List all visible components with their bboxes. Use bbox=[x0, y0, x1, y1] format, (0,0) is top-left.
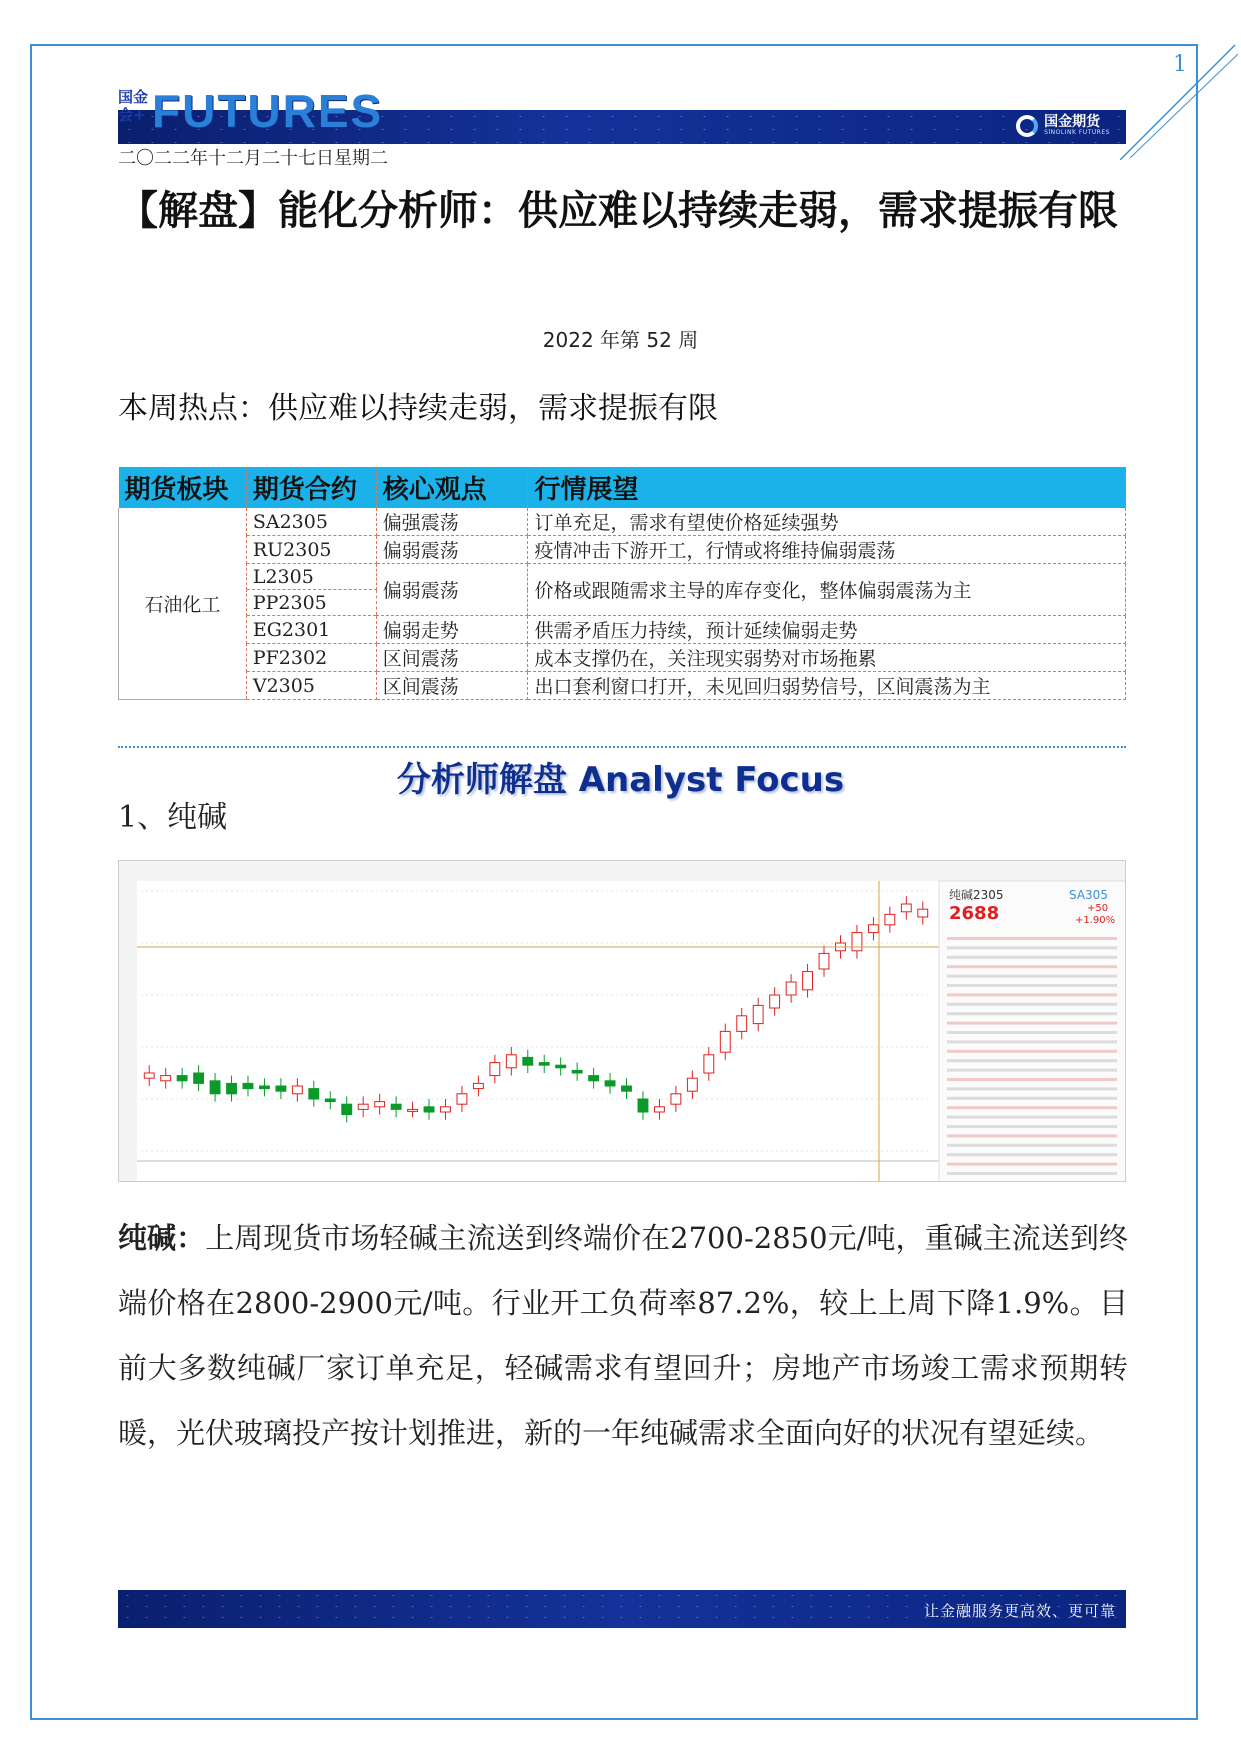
candle-body bbox=[325, 1099, 335, 1102]
quote-row bbox=[947, 1031, 1117, 1034]
candlestick-chart bbox=[119, 861, 1126, 1182]
table-row bbox=[119, 564, 1126, 590]
candle-body bbox=[901, 904, 911, 912]
quote-row bbox=[947, 1125, 1117, 1128]
quote-code: SA305 bbox=[1069, 888, 1108, 902]
quote-row bbox=[947, 1059, 1117, 1062]
hot-topic: 本周热点：供应难以持续走弱，需求提振有限 bbox=[118, 391, 718, 426]
candle-body bbox=[276, 1086, 286, 1091]
candle-body bbox=[260, 1086, 270, 1089]
contract-cell: RU2305 bbox=[246, 536, 376, 564]
quote-row bbox=[947, 1116, 1117, 1119]
candle-body bbox=[572, 1070, 582, 1073]
candle-body bbox=[457, 1094, 467, 1104]
footer-slogan: 让金融服务更高效、更可靠 bbox=[923, 1602, 1116, 1620]
view-cell: 区间震荡 bbox=[376, 644, 528, 672]
chart-toolbar bbox=[119, 861, 1126, 881]
candle-body bbox=[243, 1083, 253, 1088]
candle-body bbox=[506, 1055, 516, 1068]
candle-body bbox=[391, 1104, 401, 1109]
table-row bbox=[119, 616, 1126, 644]
candle-body bbox=[473, 1083, 483, 1088]
week-label: 2022 年第 52 周 bbox=[542, 328, 699, 352]
quote-row bbox=[947, 1134, 1117, 1137]
view-cell: 偏弱震荡 bbox=[376, 536, 528, 564]
candle-body bbox=[803, 972, 813, 990]
candle-body bbox=[177, 1076, 187, 1081]
view-cell: 偏弱走势 bbox=[376, 616, 528, 644]
contract-cell: SA2305 bbox=[246, 508, 376, 536]
header-view: 核心观点 bbox=[376, 467, 528, 508]
sector-cell: 石油化工 bbox=[119, 508, 247, 700]
candle-body bbox=[539, 1063, 549, 1066]
contract-cell: V2305 bbox=[246, 672, 376, 700]
candle-body bbox=[819, 953, 829, 969]
section-divider bbox=[118, 746, 1126, 748]
view-cell: 偏强震荡 bbox=[376, 508, 528, 536]
table-row bbox=[119, 644, 1126, 672]
quote-price: 2688 bbox=[949, 903, 1000, 924]
logo-subtext: SINOLINK FUTURES bbox=[1044, 129, 1110, 136]
chart-side-toolbar bbox=[119, 881, 137, 1182]
candle-body bbox=[161, 1076, 171, 1081]
candle-body bbox=[358, 1104, 368, 1109]
quote-row bbox=[947, 1012, 1117, 1015]
candle-body bbox=[885, 914, 895, 924]
contract-cell: PP2305 bbox=[246, 590, 376, 616]
candle-body bbox=[720, 1031, 730, 1052]
candle-body bbox=[144, 1073, 154, 1078]
quote-change-pct: +1.90% bbox=[1075, 915, 1116, 926]
outlook-cell: 出口套利窗口打开，未见回归弱势信号，区间震荡为主 bbox=[528, 672, 1126, 700]
candle-body bbox=[687, 1078, 697, 1091]
view-cell: 偏弱震荡 bbox=[376, 564, 528, 616]
quote-row bbox=[947, 937, 1117, 940]
quote-row bbox=[947, 1144, 1117, 1147]
candle-body bbox=[605, 1081, 615, 1086]
candle-body bbox=[210, 1081, 220, 1094]
page-title: 【解盘】能化分析师：供应难以持续走弱，需求提振有限 bbox=[118, 188, 1118, 234]
candle-body bbox=[737, 1016, 747, 1032]
candle-body bbox=[424, 1107, 434, 1112]
company-logo bbox=[1016, 115, 1110, 137]
candle-body bbox=[786, 982, 796, 995]
quote-row bbox=[947, 1069, 1117, 1072]
candle-body bbox=[704, 1055, 714, 1073]
quote-row bbox=[947, 1050, 1117, 1053]
quote-row bbox=[947, 965, 1117, 968]
candle-body bbox=[292, 1086, 302, 1094]
contract-cell: L2305 bbox=[246, 564, 376, 590]
quote-row bbox=[947, 1097, 1117, 1100]
price-chart bbox=[118, 860, 1126, 1182]
candle-body bbox=[753, 1005, 763, 1023]
view-cell: 区间震荡 bbox=[376, 672, 528, 700]
table-row bbox=[119, 536, 1126, 564]
quote-row bbox=[947, 1087, 1117, 1090]
corner-decoration bbox=[1120, 40, 1240, 160]
candle-body bbox=[523, 1057, 533, 1065]
outlook-cell: 疫情冲击下游开工，行情或将维持偏弱震荡 bbox=[528, 536, 1126, 564]
logo-text: 国金期货 bbox=[1044, 114, 1101, 130]
contract-cell: EG2301 bbox=[246, 616, 376, 644]
candle-body bbox=[342, 1104, 352, 1114]
quote-row bbox=[947, 956, 1117, 959]
candle-body bbox=[375, 1102, 385, 1107]
quote-row bbox=[947, 1078, 1117, 1081]
quote-row bbox=[947, 1106, 1117, 1109]
table-header-row bbox=[119, 467, 1126, 508]
brand-small: 国金会+ bbox=[118, 88, 149, 124]
quote-name: 纯碱2305 bbox=[949, 888, 1004, 902]
candle-body bbox=[227, 1083, 237, 1093]
outlook-cell: 订单充足，需求有望使价格延续强势 bbox=[528, 508, 1126, 536]
logo-icon bbox=[1016, 115, 1038, 137]
candle-body bbox=[852, 933, 862, 951]
footer-banner bbox=[118, 1590, 1126, 1628]
quote-row bbox=[947, 993, 1117, 996]
quote-row bbox=[947, 984, 1117, 987]
candle-body bbox=[655, 1107, 665, 1112]
header-banner bbox=[118, 85, 1126, 144]
analyst-focus-heading: 分析师解盘 Analyst Focus bbox=[396, 760, 845, 800]
outlook-cell: 价格或跟随需求主导的库存变化，整体偏弱震荡为主 bbox=[528, 564, 1126, 616]
contract-cell: PF2302 bbox=[246, 644, 376, 672]
quote-row bbox=[947, 1163, 1117, 1166]
table-row bbox=[119, 508, 1126, 536]
candle-body bbox=[556, 1065, 566, 1068]
outlook-table bbox=[118, 467, 1126, 700]
candle-body bbox=[671, 1094, 681, 1104]
quote-row bbox=[947, 1153, 1117, 1156]
quote-change: +50 bbox=[1087, 903, 1109, 914]
candle-body bbox=[918, 909, 928, 917]
candle-body bbox=[490, 1063, 500, 1076]
date-line: 二〇二二年十二月二十七日星期二 bbox=[118, 148, 388, 169]
table-row bbox=[119, 672, 1126, 700]
candle-body bbox=[638, 1099, 648, 1112]
quote-row bbox=[947, 1172, 1117, 1175]
body-text: 上周现货市场轻碱主流送到终端价在2700-2850元/吨，重碱主流送到终端价格在2800-2900元/吨。行业开工负荷率87.2%，较上上周下降1.9%。目前大多数纯碱厂家订单充足，轻碱需求有望回升；房地产市场竣工需求预期转暖，光伏玻璃投产按计划推进，新的一年纯碱需求全面向好的状况有望延续。 bbox=[118, 1221, 1128, 1450]
chart-grid bbox=[141, 891, 931, 1151]
candle-body bbox=[441, 1107, 451, 1112]
page-number: 1 bbox=[1173, 52, 1187, 77]
outlook-cell: 供需矛盾压力持续，预计延续偏弱走势 bbox=[528, 616, 1126, 644]
candle-body bbox=[309, 1089, 319, 1099]
chart-candles bbox=[144, 896, 927, 1122]
quote-row bbox=[947, 1022, 1117, 1025]
section-heading: 1、纯碱 bbox=[118, 800, 228, 835]
candle-body bbox=[622, 1086, 632, 1091]
candle-body bbox=[770, 995, 780, 1008]
header-contract: 期货合约 bbox=[246, 467, 376, 508]
candle-body bbox=[408, 1109, 418, 1111]
quote-row bbox=[947, 975, 1117, 978]
body-lead: 纯碱： bbox=[118, 1221, 206, 1255]
candle-body bbox=[868, 925, 878, 933]
quote-row bbox=[947, 946, 1117, 949]
outlook-cell: 成本支撑仍在，关注现实弱势对市场拖累 bbox=[528, 644, 1126, 672]
candle-body bbox=[194, 1073, 204, 1083]
header-sector: 期货板块 bbox=[119, 467, 247, 508]
quote-row bbox=[947, 1040, 1117, 1043]
quote-row bbox=[947, 1003, 1117, 1006]
header-outlook: 行情展望 bbox=[528, 467, 1126, 508]
candle-body bbox=[589, 1076, 599, 1081]
brand-futures: FUTURES bbox=[152, 85, 384, 137]
body-paragraph bbox=[118, 1206, 1128, 1466]
